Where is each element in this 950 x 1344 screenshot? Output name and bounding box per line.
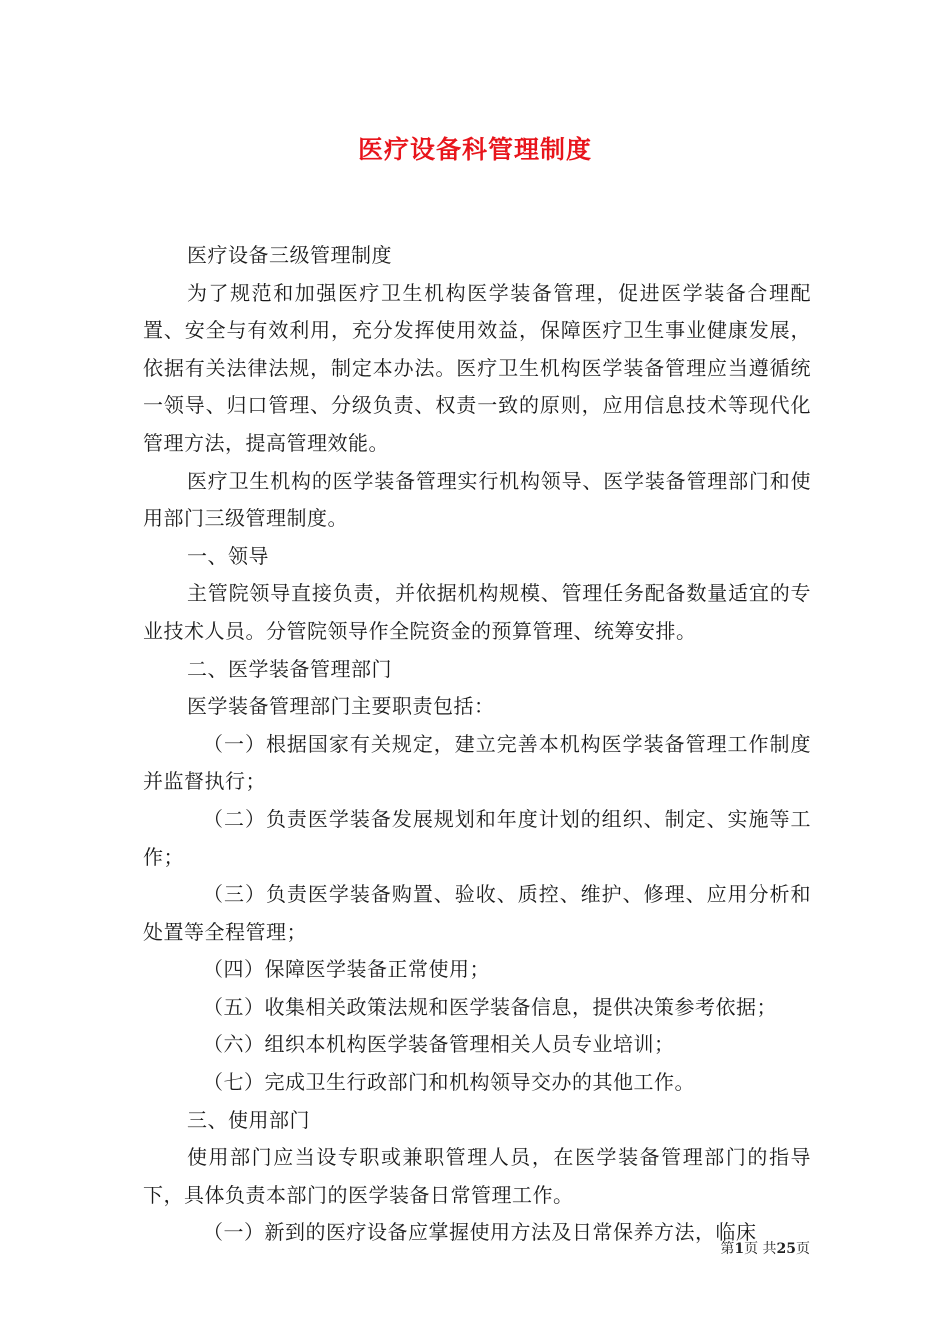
paragraph: （四）保障医学装备正常使用；: [203, 957, 490, 982]
paragraph: （三）负责医学装备购置、验收、质控、维护、修理、应用分析和处置等全程管理；: [143, 882, 811, 944]
page-footer: [720, 1239, 810, 1259]
footer-suffix: 页: [796, 1241, 810, 1257]
paragraph: 一、领导: [187, 543, 269, 568]
paragraph: 使用部门应当设专职或兼职管理人员，在医学装备管理部门的指导下，具体负责本部门的医学装备日常管理工作。: [143, 1145, 811, 1207]
paragraph: 医疗设备三级管理制度: [187, 243, 392, 267]
paragraph: （一）新到的医疗设备应掌握使用方法及日常保养方法，临床: [203, 1220, 757, 1245]
document-body: [143, 237, 811, 1252]
footer-total-pages: 25: [776, 1241, 796, 1257]
paragraph: （二）负责医学装备发展规划和年度计划的组织、制定、实施等工作；: [143, 806, 811, 869]
footer-prefix: 第: [720, 1241, 735, 1257]
document-title: 医疗设备科管理制度: [357, 135, 592, 164]
paragraph: 三、使用部门: [187, 1107, 310, 1132]
footer-current-page: 1: [734, 1241, 745, 1257]
paragraph: 主管院领导直接负责，并依据机构规模、管理任务配备数量适宜的专业技术人员。分管院领导作全院资金的预算管理、统筹安排。: [143, 581, 811, 643]
paragraph: 医疗卫生机构的医学装备管理实行机构领导、医学装备管理部门和使用部门三级管理制度。: [143, 468, 811, 531]
paragraph: 医学装备管理部门主要职责包括：: [187, 694, 495, 719]
paragraph: （七）完成卫生行政部门和机构领导交办的其他工作。: [203, 1070, 695, 1095]
paragraph: 为了规范和加强医疗卫生机构医学装备管理，促进医学装备合理配置、安全与有效利用，充分发挥使用效益，保障医疗卫生事业健康发展，依据有关法律法规，制定本办法。医疗卫生机构医学装备管理应当遵循统一领导、归口管理、分级负责、权责一致的原则，应用信息技术等现代化管理方法，提高管理效能。: [143, 280, 811, 455]
footer-middle: 页 共: [744, 1241, 777, 1257]
paragraph: （六）组织本机构医学装备管理相关人员专业培训；: [203, 1032, 675, 1057]
paragraph: 二、医学装备管理部门: [187, 656, 392, 681]
paragraph: （一）根据国家有关规定，建立完善本机构医学装备管理工作制度并监督执行；: [143, 731, 811, 794]
paragraph: （五）收集相关政策法规和医学装备信息，提供决策参考依据；: [203, 994, 777, 1019]
